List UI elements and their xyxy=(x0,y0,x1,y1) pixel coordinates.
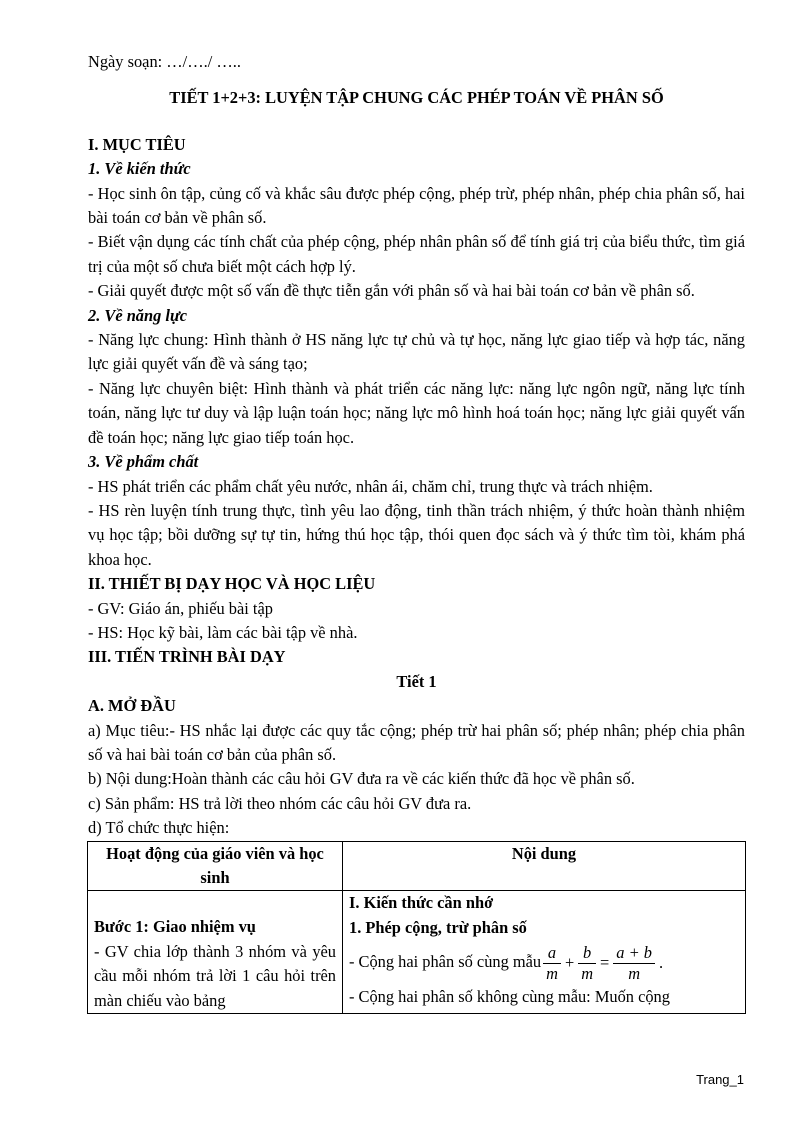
paragraph: - Năng lực chung: Hình thành ở HS năng lực tự chủ và tự học, năng lực giao tiếp và hợp tác, năng lực giải quyết vấn đề và sáng tạo; xyxy=(88,330,745,374)
denominator: m xyxy=(578,963,596,984)
paragraph: - Biết vận dụng các tính chất của phép cộng, phép nhân phân số để tính giá trị của biểu thức, tìm giá trị của một số chưa biết một cách hợp lý. xyxy=(88,232,745,276)
rule-text: - Cộng hai phân số cùng mẫu xyxy=(349,952,542,972)
paragraph: - Năng lực chuyên biệt: Hình thành và phát triển các năng lực: năng lực ngôn ngữ, năng lực tính toán, năng lực tư duy và lập luận toán học; năng lực mô hình hoá toán học; năng lực giải quyết vấn đề toán học; năng lực giao tiếp toán học. xyxy=(88,378,745,447)
paragraph: - HS phát triển các phẩm chất yêu nước, nhân ái, chăm chỉ, trung thực và trách nhiệm. xyxy=(88,476,653,496)
rule-text: - Cộng hai phân số không cùng mẫu: Muốn cộng xyxy=(349,987,670,1007)
activity-cell xyxy=(88,891,343,1014)
denominator: m xyxy=(543,963,561,984)
column-header-activity: Hoạt động của giáo viên và học sinh xyxy=(88,841,343,891)
fraction xyxy=(578,943,596,984)
rule-line xyxy=(349,940,739,985)
paragraph: - HS: Học kỹ bài, làm các bài tập về nhà. xyxy=(88,622,358,642)
plus-sign: + xyxy=(564,953,575,973)
paragraph: - HS rèn luyện tính trung thực, tình yêu lao động, tinh thần trách nhiệm, ý thức hoàn thành nhiệm vụ học tập; bồi dưỡng sự tự tin, hứng thú học tập, thói quen đọc sách và ý thức tìm tòi, khám phá khoa học. xyxy=(88,500,745,569)
content-cell xyxy=(343,891,746,1014)
knowledge-subheading: 1. Phép cộng, trừ phân số xyxy=(349,917,527,937)
paragraph: - GV: Giáo án, phiếu bài tập xyxy=(88,598,273,618)
table-row xyxy=(88,891,746,1014)
column-header-content: Nội dung xyxy=(343,841,746,891)
numerator: b xyxy=(583,942,592,962)
paragraph: c) Sản phẩm: HS trả lời theo nhóm các câu hỏi GV đưa ra. xyxy=(88,793,472,813)
denominator: m xyxy=(613,963,655,984)
page-number: Trang_1 xyxy=(696,1072,744,1087)
activity-table xyxy=(87,841,746,1014)
document-page xyxy=(88,50,745,1014)
paragraph: a) Mục tiêu:- HS nhắc lại được các quy tắc cộng; phép trừ hai phân số; phép nhân; phép chia phân số và hai bài toán cơ bản của phân số. xyxy=(88,720,745,764)
date-line: Ngày soạn: …/…./ ….. xyxy=(88,52,241,71)
section-heading-objectives: I. MỤC TIÊU xyxy=(88,134,186,154)
numerator: a + b xyxy=(616,942,652,962)
subheading-qualities: 3. Về phẩm chất xyxy=(88,452,199,472)
section-heading-process: III. TIẾN TRÌNH BÀI DẠY xyxy=(88,647,286,667)
period: . xyxy=(658,953,664,973)
fraction xyxy=(613,943,655,984)
paragraph: d) Tổ chức thực hiện: xyxy=(88,818,230,838)
subheading-knowledge: 1. Về kiến thức xyxy=(88,159,191,179)
table-header-row xyxy=(88,841,746,891)
document-title: TIẾT 1+2+3: LUYỆN TẬP CHUNG CÁC PHÉP TOÁN VỀ PHÂN SỐ xyxy=(169,88,664,108)
fraction xyxy=(543,943,561,984)
step-text: - GV chia lớp thành 3 nhóm và yêu cầu mỗi nhóm trả lời 1 câu hỏi trên màn chiếu vào bảng xyxy=(94,941,336,1010)
section-heading-equipment: II. THIẾT BỊ DẠY HỌC VÀ HỌC LIỆU xyxy=(88,574,376,594)
subheading-competency: 2. Về năng lực xyxy=(88,305,188,325)
subheading-opening: A. MỞ ĐẦU xyxy=(88,696,176,716)
paragraph: - Giải quyết được một số vấn đề thực tiễn gắn với phân số và hai bài toán cơ bản về phân số. xyxy=(88,281,695,301)
lesson-title: Tiết 1 xyxy=(396,671,437,691)
paragraph: - Học sinh ôn tập, củng cố và khắc sâu được phép cộng, phép trừ, phép nhân, phép chia phân số, hai bài toán cơ bản về phân số. xyxy=(88,183,745,228)
equals-sign: = xyxy=(600,953,610,973)
numerator: a xyxy=(547,942,557,962)
paragraph: b) Nội dung:Hoàn thành các câu hỏi GV đưa ra về các kiến thức đã học về phân số. xyxy=(88,769,635,789)
step-heading: Bước 1: Giao nhiệm vụ xyxy=(94,917,256,937)
knowledge-heading: I. Kiến thức cần nhớ xyxy=(349,893,494,913)
